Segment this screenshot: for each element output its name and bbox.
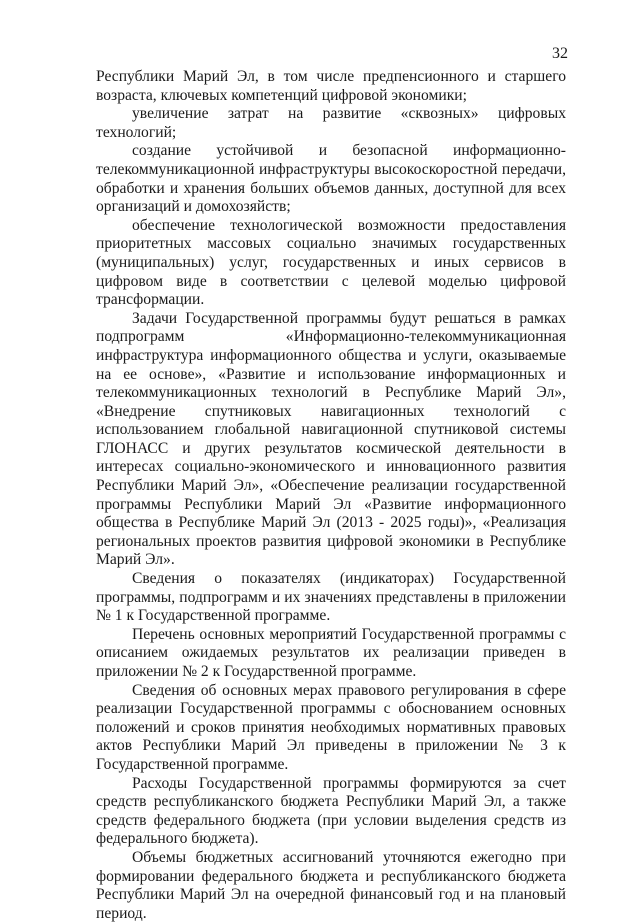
- paragraph-10: Объемы бюджетных ассигнований уточняются ежегодно при формировании федерального бюджета и республиканского бюджета Республики Марий Эл на очередной финансовый год и на плановый период.: [96, 848, 566, 922]
- paragraph-5: Задачи Государственной программы будут решаться в рамках подпрограмм «Информационно-телекоммуникационная инфраструктура информационного общества и услуги, оказываемые на ее основе», «Развитие и использование информационных и телекоммуникационных технологий в Республике Марий Эл», «Внедрение спутниковых навигационных технологий с использованием глобальной навигационной спутниковой системы ГЛОНАСС и других результатов космической деятельности в интересах социально-экономического и инновационного развития Республики Марий Эл», «Обеспечение реализации государственной программы Республики Марий Эл «Развитие информационного общества в Республике Марий Эл (2013 - 2025 годы)», «Реализация региональных проектов развития цифровой экономики в Республике Марий Эл».: [96, 309, 566, 569]
- paragraph-2: увеличение затрат на развитие «сквозных» цифровых технологий;: [96, 105, 566, 141]
- paragraph-3: создание устойчивой и безопасной информационно-телекоммуникационной инфраструктуры высокоскоростной передачи, обработки и хранения больших объемов данных, доступной для всех организаций и домохозяйств;: [96, 142, 566, 216]
- paragraph-6: Сведения о показателях (индикаторах) Государственной программы, подпрограмм и их значениях представлены в приложении № 1 к Государственной программе.: [96, 570, 566, 625]
- paragraph-7: Перечень основных мероприятий Государственной программы с описанием ожидаемых результатов их реализации приведен в приложении № 2 к Государственной программе.: [96, 625, 566, 680]
- paragraph-9: Расходы Государственной программы формируются за счет средств республиканского бюджета Республики Марий Эл, а также средств федерального бюджета (при условии выделения средств из федерального бюджета).: [96, 774, 566, 848]
- paragraph-4: обеспечение технологической возможности предоставления приоритетных массовых социально значимых государственных (муниципальных) услуг, государственных и иных сервисов в цифровом виде в соответствии с целевой моделью цифровой трансформации.: [96, 216, 566, 309]
- paragraph-1: Республики Марий Эл, в том числе предпенсионного и старшего возраста, ключевых компетенций цифровой экономики;: [96, 68, 566, 104]
- body-text: [96, 68, 566, 923]
- page-number: 32: [552, 45, 568, 62]
- paragraph-8: Сведения об основных мерах правового регулирования в сфере реализации Государственной программы с обоснованием основных положений и сроков принятия необходимых нормативных правовых актов Республики Марий Эл приведены в приложении № 3 к Государственной программе.: [96, 681, 566, 773]
